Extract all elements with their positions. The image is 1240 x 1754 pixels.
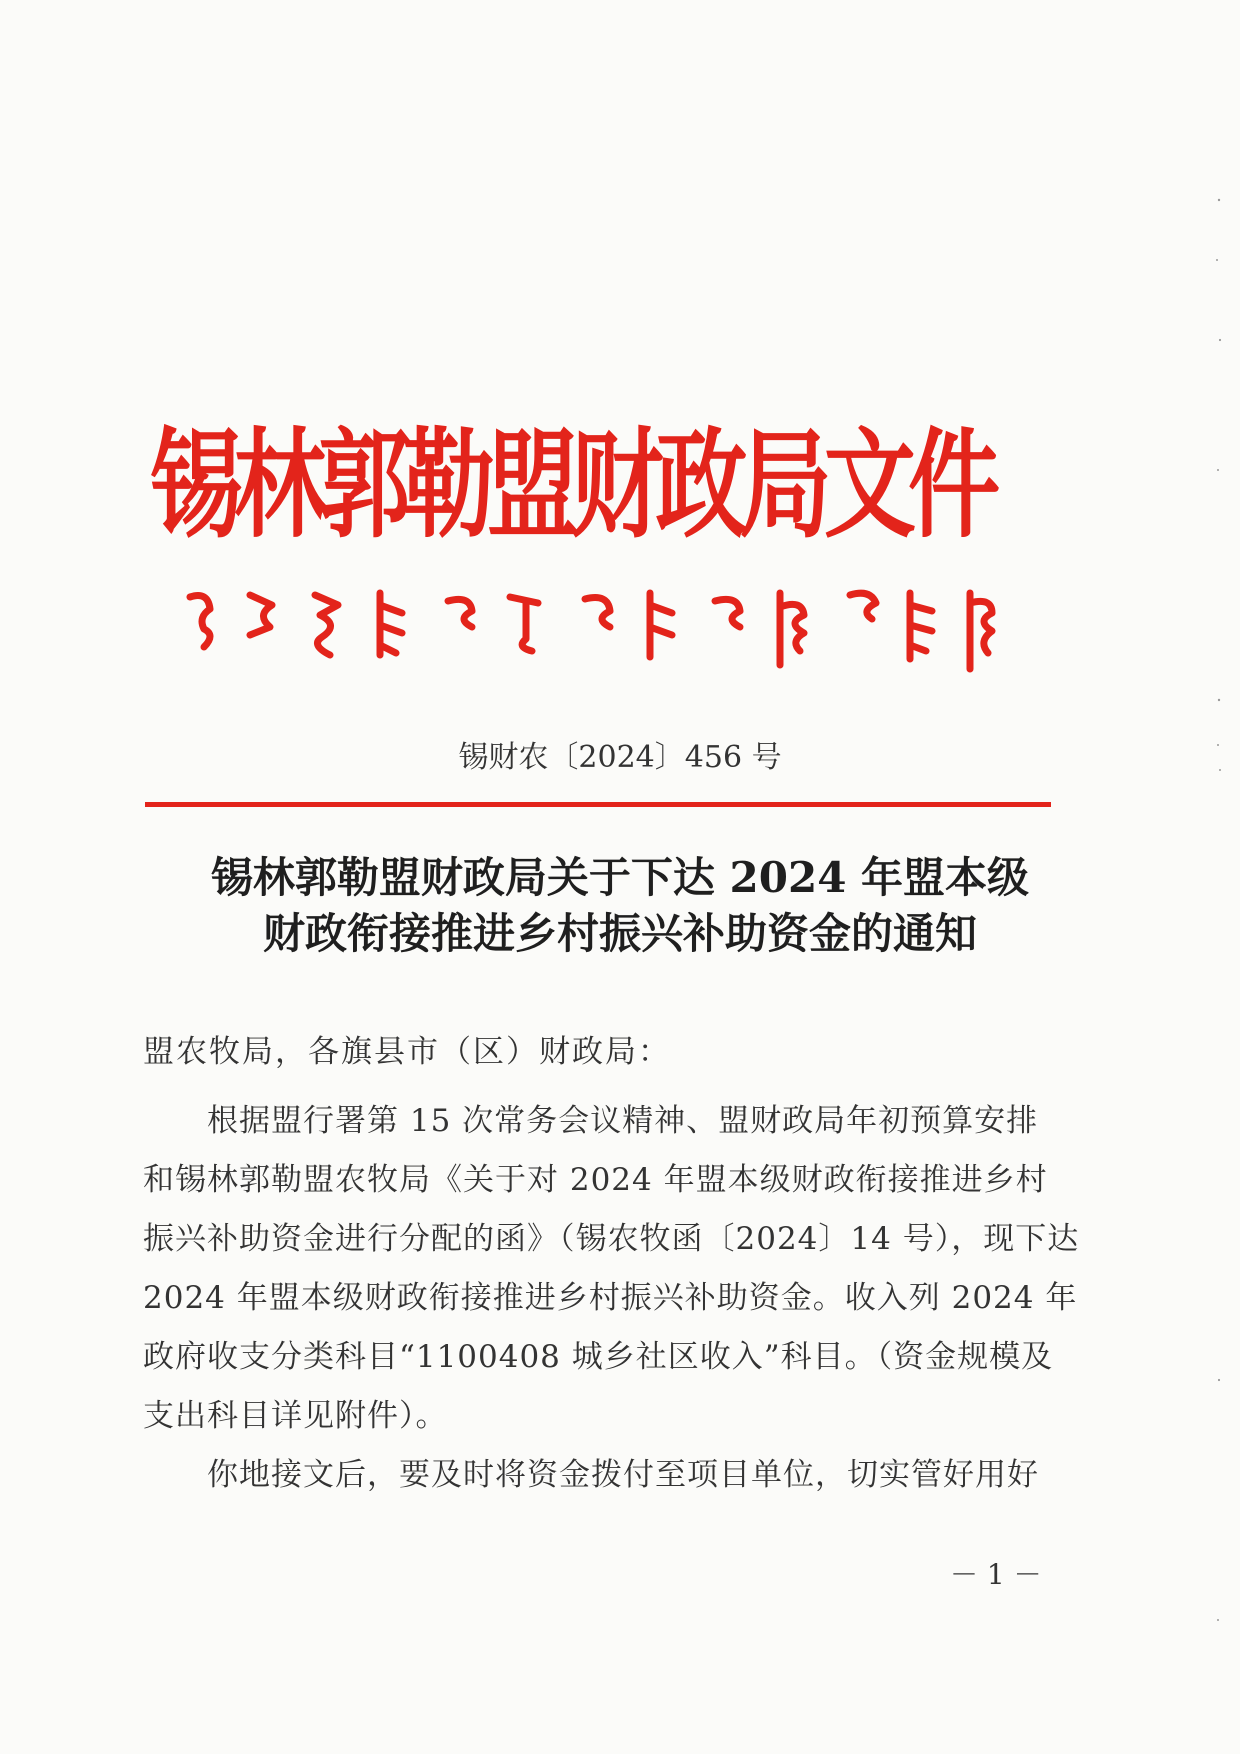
scan-edge-marks	[1213, 0, 1225, 1754]
recipient-line: 盟农牧局，各旗县市（区）财政局：	[143, 1034, 671, 1070]
body-line-6: 支出科目详见附件）。	[143, 1398, 448, 1434]
body-line-4: 2024 年盟本级财政衔接推进乡村振兴补助资金。收入列 2024 年	[143, 1280, 1078, 1316]
red-divider-line	[145, 802, 1051, 807]
agency-header-title: 锡林郭勒盟财政局文件	[150, 415, 993, 554]
body-line-2: 和锡林郭勒盟农牧局《关于对 2024 年盟本级财政衔接推进乡村	[143, 1162, 1048, 1198]
mongolian-script-line	[180, 585, 1000, 675]
page-number: － 1 －	[950, 1558, 1042, 1591]
body-line-3: 振兴补助资金进行分配的函》（锡农牧函〔2024〕14 号），现下达	[143, 1221, 1080, 1257]
notice-title	[0, 850, 1240, 962]
body-line-5: 政府收支分类科目“1100408 城乡社区收入”科目。（资金规模及	[143, 1339, 1054, 1375]
body-text	[143, 1092, 1080, 1505]
body-line-1: 根据盟行署第 15 次常务会议精神、盟财政局年初预算安排	[207, 1103, 1039, 1139]
body-line-7: 你地接文后，要及时将资金拨付至项目单位，切实管好用好	[207, 1457, 1039, 1493]
notice-title-line-2: 财政衔接推进乡村振兴补助资金的通知	[262, 909, 977, 958]
document-number: 锡财农〔2024〕456 号	[458, 740, 782, 775]
notice-title-line-1: 锡林郭勒盟财政局关于下达 2024 年盟本级	[210, 853, 1030, 902]
